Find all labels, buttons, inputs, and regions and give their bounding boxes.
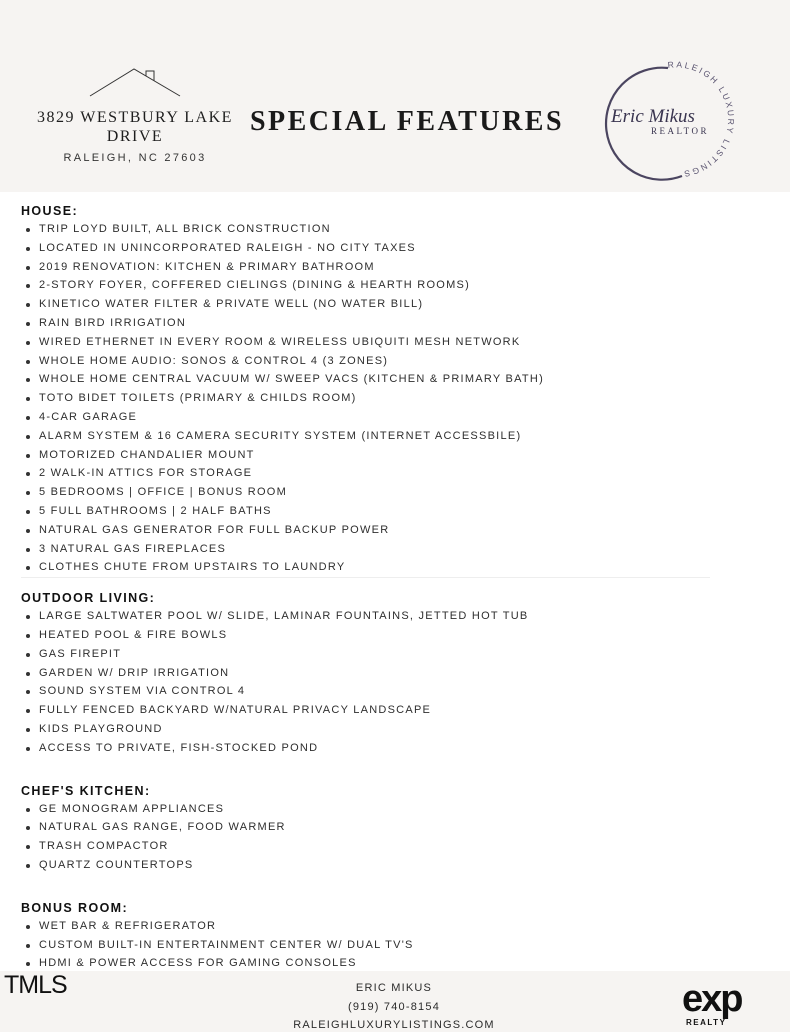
feature-item: QUARTZ COUNTERTOPS <box>0 856 790 875</box>
feature-item: 3 NATURAL GAS FIREPLACES <box>0 540 790 559</box>
feature-item: 2019 RENOVATION: KITCHEN & PRIMARY BATHROOM <box>0 258 790 277</box>
feature-item: RAIN BIRD IRRIGATION <box>0 314 790 333</box>
feature-item: TRIP LOYD BUILT, ALL BRICK CONSTRUCTION <box>0 220 790 239</box>
agent-name: ERIC MIKUS <box>355 982 433 994</box>
feature-item: ALARM SYSTEM & 16 CAMERA SECURITY SYSTEM (INTERNET ACCESSBILE) <box>0 427 790 446</box>
section-title: BONUS ROOM: <box>21 900 129 915</box>
feature-list <box>0 800 790 875</box>
section-bonus-room <box>0 901 790 973</box>
feature-item: GARDEN W/ DRIP IRRIGATION <box>0 664 790 683</box>
features-content <box>0 204 790 973</box>
agent-phone[interactable]: (919) 740-8154 <box>347 1000 441 1013</box>
logo-ring-text: RALEIGH LUXURY LISTINGS <box>667 59 737 180</box>
header-band <box>0 0 790 192</box>
section-title: CHEF'S KITCHEN: <box>21 783 151 798</box>
feature-list <box>0 917 790 973</box>
footer-band <box>0 971 790 1032</box>
feature-item: GAS FIREPIT <box>0 645 790 664</box>
feature-item: LOCATED IN UNINCORPORATED RALEIGH - NO CITY TAXES <box>0 239 790 258</box>
feature-list <box>0 220 790 577</box>
feature-item: TRASH COMPACTOR <box>0 837 790 856</box>
page-title: SPECIAL FEATURES <box>249 106 565 137</box>
feature-item: SOUND SYSTEM VIA CONTROL 4 <box>0 682 790 701</box>
exp-logo-sub: REALTY <box>686 1018 727 1027</box>
feature-list <box>0 607 790 757</box>
logo-role: REALTOR <box>650 126 710 136</box>
feature-item: WIRED ETHERNET IN EVERY ROOM & WIRELESS UBIQUITI MESH NETWORK <box>0 333 790 352</box>
feature-item: FULLY FENCED BACKYARD W/NATURAL PRIVACY LANDSCAPE <box>0 701 790 720</box>
feature-item: HEATED POOL & FIRE BOWLS <box>0 626 790 645</box>
feature-item: KINETICO WATER FILTER & PRIVATE WELL (NO WATER BILL) <box>0 295 790 314</box>
agent-website[interactable]: RALEIGHLUXURYLISTINGS.COM <box>293 1019 495 1031</box>
property-address <box>30 108 240 164</box>
section-house <box>0 204 790 577</box>
feature-item: KIDS PLAYGROUND <box>0 720 790 739</box>
feature-item: TOTO BIDET TOILETS (PRIMARY & CHILDS ROOM) <box>0 389 790 408</box>
mls-logo: TMLS <box>4 971 67 999</box>
feature-item: 4-CAR GARAGE <box>0 408 790 427</box>
feature-item: 2-STORY FOYER, COFFERED CIELINGS (DINING & HEARTH ROOMS) <box>0 276 790 295</box>
exp-realty-logo <box>680 977 770 1027</box>
feature-item: GE MONOGRAM APPLIANCES <box>0 800 790 819</box>
section-chefs-kitchen <box>0 784 790 875</box>
agent-contact <box>244 979 544 1035</box>
feature-item: WET BAR & REFRIGERATOR <box>0 917 790 936</box>
house-roof-icon <box>88 66 182 100</box>
address-city: RALEIGH, NC 27603 <box>63 152 207 164</box>
feature-item: CUSTOM BUILT-IN ENTERTAINMENT CENTER W/ DUAL TV'S <box>0 936 790 955</box>
section-divider <box>21 577 710 578</box>
realtor-logo <box>598 58 738 183</box>
address-street: 3829 WESTBURY LAKE DRIVE <box>37 109 233 145</box>
section-outdoor-living <box>0 591 790 757</box>
feature-item: ACCESS TO PRIVATE, FISH-STOCKED POND <box>0 739 790 758</box>
feature-item: HDMI & POWER ACCESS FOR GAMING CONSOLES <box>0 954 790 973</box>
feature-item: NATURAL GAS RANGE, FOOD WARMER <box>0 818 790 837</box>
feature-item: WHOLE HOME CENTRAL VACUUM W/ SWEEP VACS (KITCHEN & PRIMARY BATH) <box>0 370 790 389</box>
feature-item: MOTORIZED CHANDALIER MOUNT <box>0 446 790 465</box>
logo-script-name: Eric Mikus <box>611 106 695 127</box>
feature-item: WHOLE HOME AUDIO: SONOS & CONTROL 4 (3 ZONES) <box>0 352 790 371</box>
section-title: OUTDOOR LIVING: <box>21 591 156 606</box>
feature-item: 5 FULL BATHROOMS | 2 HALF BATHS <box>0 502 790 521</box>
feature-item: 5 BEDROOMS | OFFICE | BONUS ROOM <box>0 483 790 502</box>
feature-item: CLOTHES CHUTE FROM UPSTAIRS TO LAUNDRY <box>0 558 790 577</box>
section-title: HOUSE: <box>21 204 79 218</box>
feature-item: 2 WALK-IN ATTICS FOR STORAGE <box>0 464 790 483</box>
feature-item: NATURAL GAS GENERATOR FOR FULL BACKUP POWER <box>0 521 790 540</box>
exp-logo-text: exp <box>682 978 742 1020</box>
feature-item: LARGE SALTWATER POOL W/ SLIDE, LAMINAR FOUNTAINS, JETTED HOT TUB <box>0 607 790 626</box>
